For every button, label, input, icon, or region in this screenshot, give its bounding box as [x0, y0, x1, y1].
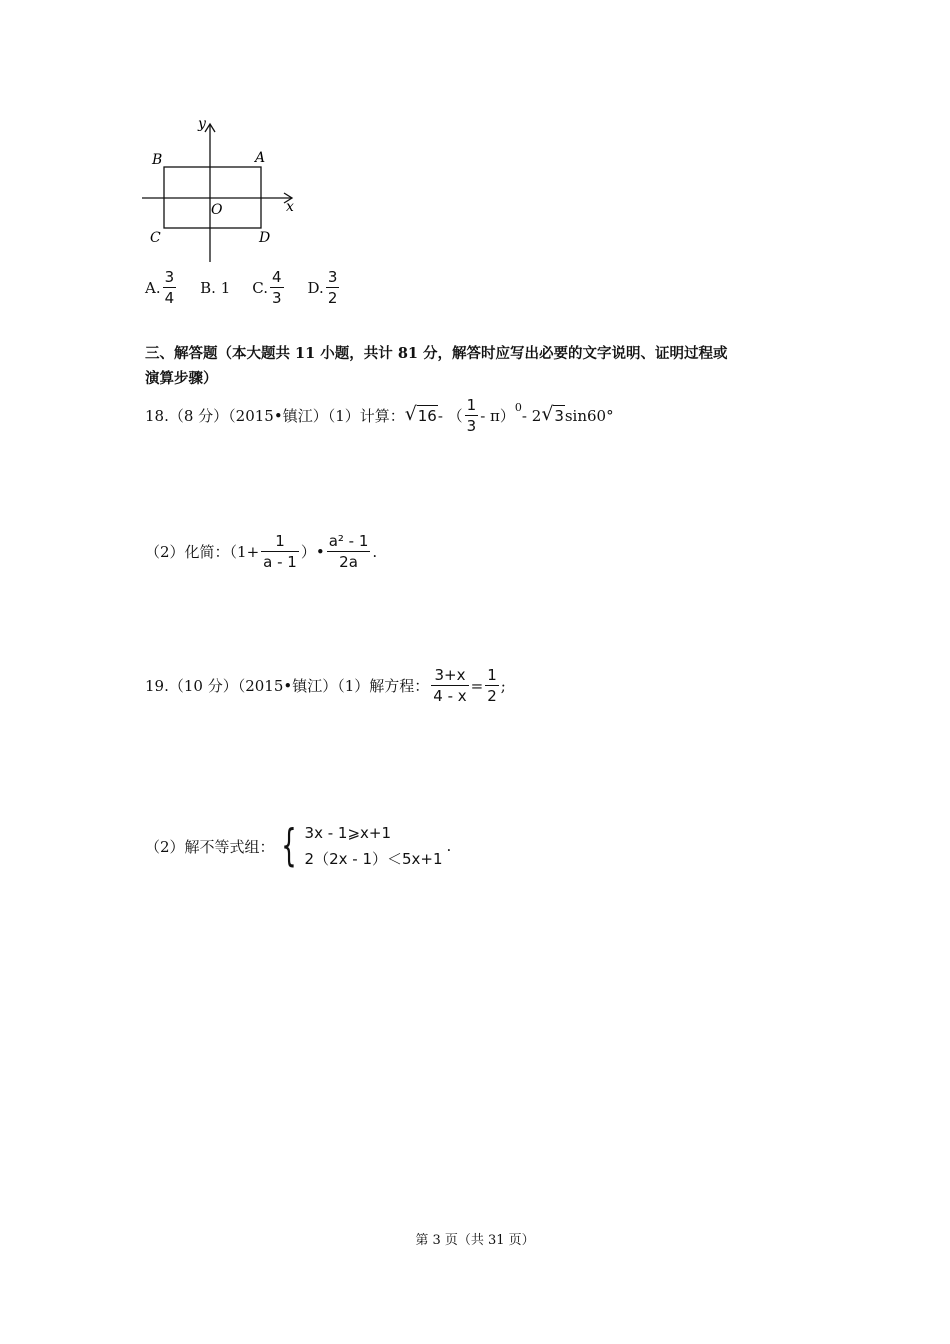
fraction-1-over-a-minus-1: $\frac{1}{a - 1}$ [263, 532, 297, 571]
label-y: y [198, 116, 206, 132]
question-18-part2: （2）化简：（1+ $\frac{1}{a - 1}$ ）• $\frac{\text{a² - 1}}{2a}$ . [145, 532, 378, 571]
choice-c: C. $\frac{4}{3}$ [252, 268, 282, 307]
fraction: $\frac{4}{3}$ [272, 268, 282, 307]
answer-choices [145, 268, 363, 307]
choice-b: B. 1 [200, 278, 231, 297]
fraction-3-plus-x-over-4-minus-x: $\frac{3+x}{4 - x}$ [433, 666, 467, 705]
coordinate-figure [140, 112, 310, 264]
choice-d: D. $\frac{3}{2}$ [307, 268, 338, 307]
inequality-system: { 3x - 1⩾x+1 2（2x - 1）＜5x+1 [280, 820, 443, 871]
sqrt-16: √ 16 [404, 403, 437, 425]
sqrt-3: √ 3 [541, 403, 564, 425]
label-a: A [255, 150, 266, 166]
question-19-part1: 19.（10 分）（2015•镇江）（1）解方程： $\frac{3+x}{4 - x}$ = $\frac{1}{2}$ ; [145, 666, 506, 705]
choice-a: A. $\frac{3}{4}$ [145, 268, 175, 307]
section-heading-line1: 三、解答题（本大题共 11 小题，共计 81 分，解答时应写出必要的文字说明、证明过程或 [145, 345, 728, 362]
label-c: C [150, 230, 161, 246]
question-18-part1: 18.（8 分）（2015•镇江）（1）计算： √ 16 - （ $\frac{1}{3}$ - π） $^0$ - 2 √ 3 sin60° [145, 396, 614, 435]
fraction: $\frac{3}{4}$ [164, 268, 175, 307]
fraction: $\frac{3}{2}$ [327, 268, 338, 307]
label-x: x [286, 199, 294, 215]
left-brace-icon: { [280, 820, 297, 871]
label-b: B [152, 152, 163, 168]
question-19-part2: （2）解不等式组： { 3x - 1⩾x+1 2（2x - 1）＜5x+1 . [145, 820, 452, 871]
fraction-one-half: $\frac{1}{2}$ [487, 666, 497, 705]
label-d: D [259, 230, 271, 246]
fraction-one-third: $\frac{1}{3}$ [466, 396, 477, 435]
page-footer: 第 3 页（共 31 页） [415, 1233, 535, 1248]
label-o: O [211, 202, 223, 218]
section-heading-line2: 演算步骤） [145, 370, 218, 387]
fraction-a2-minus-1-over-2a: $\frac{\text{a² - 1}}{2a}$ [328, 532, 369, 571]
